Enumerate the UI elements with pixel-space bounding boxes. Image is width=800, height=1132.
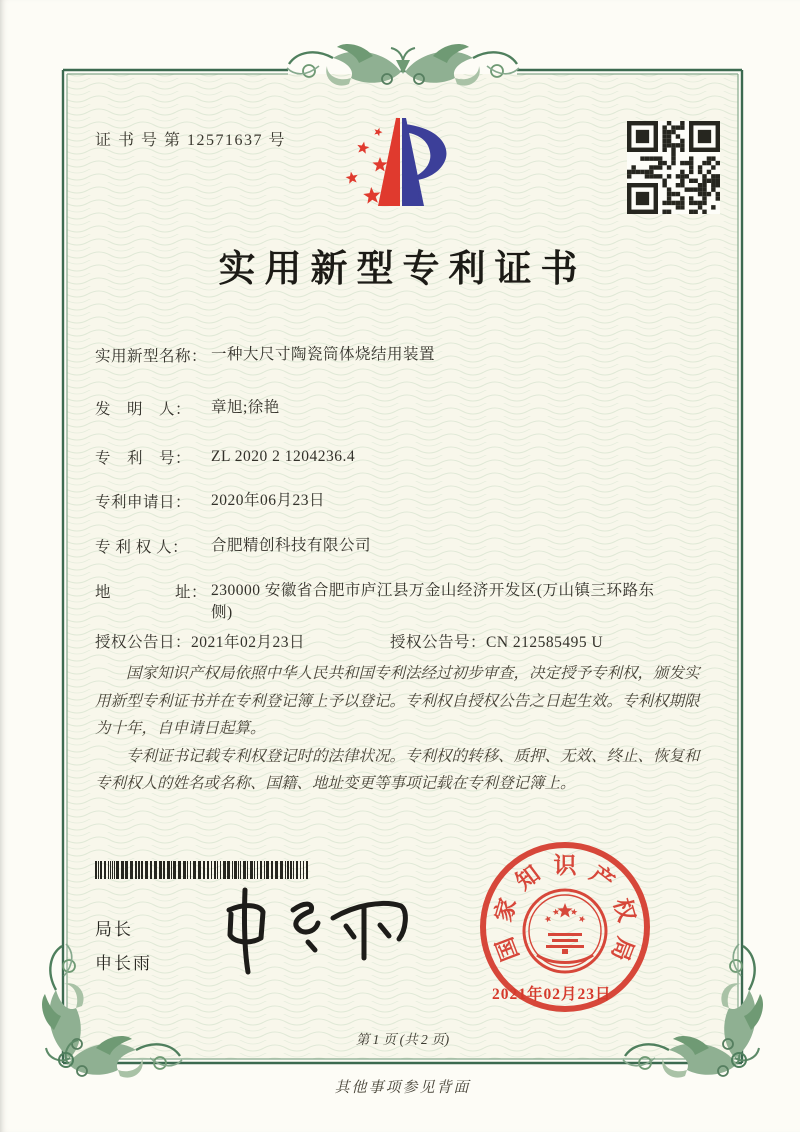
legal-paragraph: 专利证书记载专利权登记时的法律状况。专利权的转移、质押、无效、终止、恢复和专利权人的姓名或名称、国籍、地址变更等事项记载在专利登记簿上。 (95, 747, 700, 792)
svg-text:国: 国 (491, 933, 524, 965)
cnipa-logo-icon (338, 112, 462, 214)
field-label: 实用新型名称： (95, 348, 208, 365)
page-number: 第 1 页 (共 2 页) (355, 1032, 450, 1047)
certificate-number: 证 书 号 第 12571637 号 (95, 132, 287, 149)
field-label: 专利申请日： (95, 494, 192, 511)
legal-text (95, 660, 707, 798)
svg-text:权: 权 (608, 895, 640, 925)
field-label: 专 利 权 人： (95, 539, 189, 556)
field-value: 230000 安徽省合肥市庐江县万金山经济开发区(万山镇三环路东侧) (211, 582, 655, 621)
svg-text:知: 知 (511, 860, 545, 895)
commissioner-name: 申长雨 (95, 954, 152, 973)
grant-date-value: 2021年02月23日 (191, 634, 306, 651)
field-row (95, 397, 663, 419)
field-value: ZL 2020 2 1204236.4 (211, 448, 356, 465)
certificate-title: 实用新型专利证书 (218, 249, 587, 290)
field-value: 一种大尺寸陶瓷筒体烧结用装置 (211, 346, 436, 363)
grant-date-label: 授权公告日： (95, 634, 192, 651)
seal-date: 2021年02月23日 (492, 986, 612, 1003)
legal-paragraph: 国家知识产权局依照中华人民共和国专利法经过初步审查，决定授予专利权，颁发实用新型专利证书并在专利登记簿上予以登记。专利权自授权公告之日起生效。专利权期限为十年，自申请日起算。 (95, 665, 700, 737)
grant-no-value: CN 212585495 U (486, 634, 604, 651)
field-label: 地 址： (95, 584, 208, 601)
handwritten-signature (215, 878, 415, 988)
qr-code-icon (627, 121, 720, 214)
svg-text:局: 局 (606, 933, 639, 965)
field-label: 专 利 号： (95, 450, 192, 467)
field-row (95, 580, 663, 624)
grant-row (95, 630, 707, 652)
field-value: 章旭;徐艳 (211, 399, 280, 416)
field-row (95, 490, 663, 512)
grant-no-label: 授权公告号： (390, 634, 487, 651)
barcode-icon (95, 861, 313, 879)
national-emblem-icon (524, 890, 606, 972)
svg-text:识: 识 (553, 853, 577, 878)
field-value: 合肥精创科技有限公司 (211, 537, 372, 554)
back-note: 其他事项参见背面 (334, 1080, 471, 1096)
commissioner-title: 局长 (95, 920, 133, 939)
field-row (95, 344, 663, 366)
field-label: 发 明 人： (95, 401, 192, 418)
field-value: 2020年06月23日 (211, 492, 326, 509)
field-row (95, 535, 663, 557)
svg-text:家: 家 (490, 895, 522, 925)
svg-text:产: 产 (585, 860, 619, 895)
field-row (95, 446, 663, 468)
